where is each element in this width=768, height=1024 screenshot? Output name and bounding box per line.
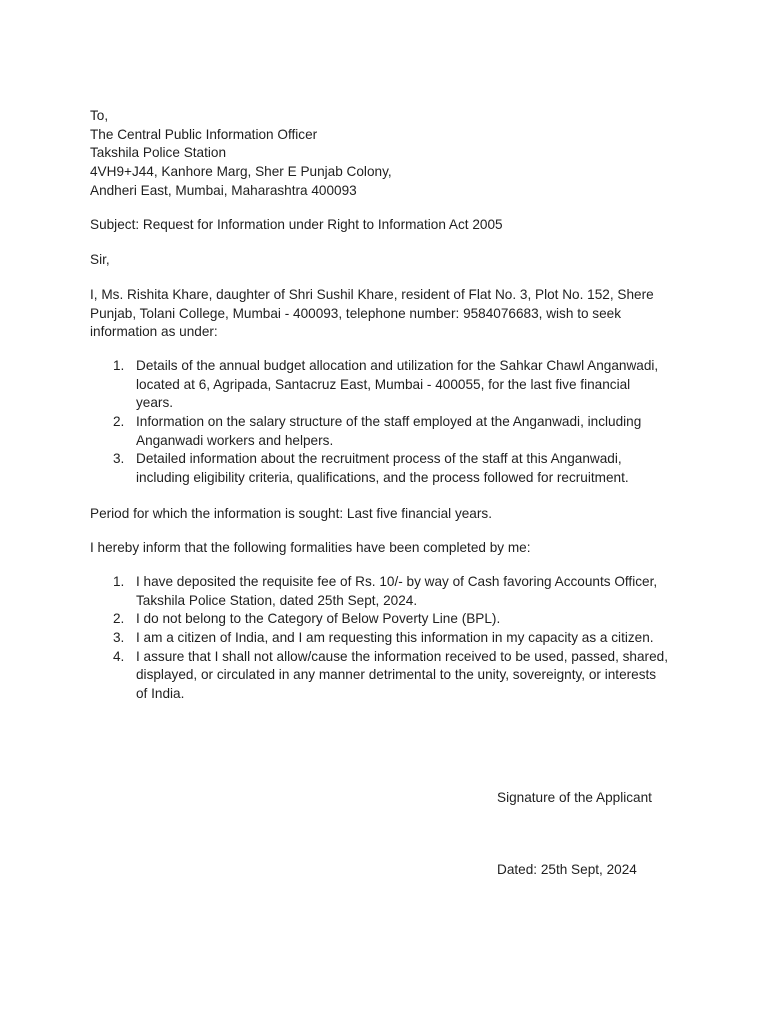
- list-item-line: I do not belong to the Category of Below Poverty Line (BPL).: [136, 611, 501, 627]
- list-item-line: I have deposited the requisite fee of Rs. 10/- by way of Cash favoring Accounts Officer,: [136, 574, 658, 589]
- list-item-line: Takshila Police Station, dated 25th Sept, 2024.: [136, 592, 418, 608]
- list-number: 1.: [113, 358, 125, 373]
- list-number: 1.: [113, 574, 125, 589]
- date-label: Dated: 25th Sept, 2024: [497, 862, 637, 877]
- list-item-line: including eligibility criteria, qualifications, and the process followed for recruitment.: [136, 470, 629, 486]
- list-item: [90, 648, 690, 704]
- list-item-line: I assure that I shall not allow/cause the information received to be used, passed, shared,: [136, 648, 668, 664]
- list-number: 2.: [113, 414, 125, 430]
- list-number: 3.: [113, 451, 125, 467]
- list-item: [90, 573, 690, 610]
- list-number: 3.: [113, 630, 125, 646]
- address-line: Takshila Police Station: [90, 145, 227, 161]
- list-item-line: I am a citizen of India, and I am requesting this information in my capacity as a citizen.: [136, 630, 654, 646]
- list-item-line: years.: [136, 395, 174, 411]
- list-item-line: displayed, or circulated in any manner detrimental to the unity, sovereignty, or interests: [136, 667, 657, 683]
- list-item: [90, 629, 690, 648]
- list-number: 2.: [113, 611, 125, 627]
- list-item-line: Information on the salary structure of the staff employed at the Anganwadi, including: [136, 414, 642, 430]
- list-number: 4.: [113, 648, 125, 664]
- list-item-line: of India.: [136, 686, 185, 702]
- recipient-address: [90, 107, 690, 200]
- list-item-line: Details of the annual budget allocation and utilization for the Sahkar Chawl Anganwadi,: [136, 358, 659, 373]
- subject-line: Subject: Request for Information under Right to Information Act 2005: [90, 217, 503, 232]
- salutation: Sir,: [90, 252, 110, 267]
- address-to: To,: [90, 108, 109, 123]
- address-line: The Central Public Information Officer: [90, 126, 318, 142]
- list-item: [90, 357, 690, 413]
- signature-label: Signature of the Applicant: [497, 790, 652, 805]
- formalities-intro: I hereby inform that the following formalities have been completed by me:: [90, 540, 531, 555]
- address-line: Andheri East, Mumbai, Maharashtra 400093: [90, 182, 357, 198]
- list-item-line: located at 6, Agripada, Santacruz East, Mumbai - 400055, for the last five financial: [136, 376, 631, 392]
- list-item: [90, 413, 690, 450]
- period-statement: Period for which the information is sought: Last five financial years.: [90, 506, 492, 521]
- list-item-line: Anganwadi workers and helpers.: [136, 432, 334, 448]
- formalities-list: [90, 573, 690, 704]
- address-line: 4VH9+J44, Kanhore Marg, Sher E Punjab Colony,: [90, 164, 392, 180]
- list-item: [90, 610, 690, 629]
- request-list: [90, 357, 690, 488]
- list-item-line: Detailed information about the recruitment process of the staff at this Anganwadi,: [136, 451, 622, 467]
- intro-paragraph: I, Ms. Rishita Khare, daughter of Shri Sushil Khare, resident of Flat No. 3, Plot No. 152, Shere Punjab, Tolani College, Mumbai - 400093, telephone number: 9584076683, wish to seek information as under:: [90, 287, 654, 340]
- list-item: [90, 450, 690, 487]
